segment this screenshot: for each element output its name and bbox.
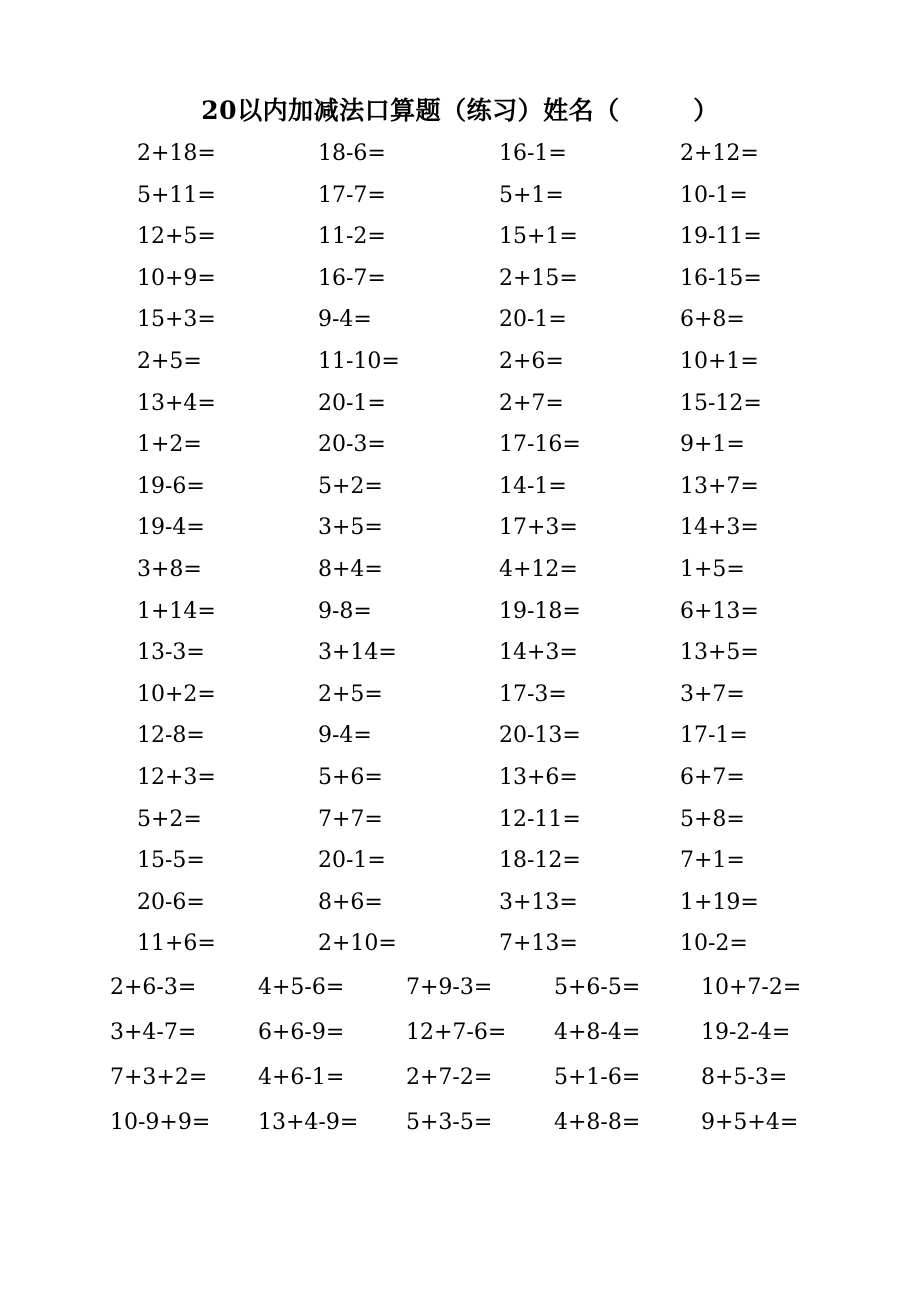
math-problem: 10+2= (137, 681, 216, 707)
math-problem: 15-5= (137, 848, 205, 874)
math-problem: 1+19= (680, 889, 759, 915)
math-problem: 4+8-4= (554, 1020, 641, 1045)
math-problem: 18-12= (499, 848, 581, 874)
math-problem: 7+9-3= (406, 975, 493, 1000)
math-problem: 4+8-8= (554, 1110, 641, 1135)
math-problem: 13-3= (137, 640, 205, 666)
math-problem: 18-6= (318, 141, 386, 166)
math-problem: 17-3= (499, 681, 567, 707)
math-problem: 8+5-3= (701, 1065, 788, 1090)
math-problem: 16-7= (318, 265, 386, 291)
math-problem: 20-1= (318, 390, 386, 416)
math-problem: 11-2= (318, 224, 386, 250)
math-problem: 13+4= (137, 390, 216, 416)
math-problem: 3+8= (137, 556, 202, 582)
math-problem: 6+13= (680, 598, 759, 624)
math-problem: 13+7= (680, 473, 759, 499)
math-problem: 9-4= (318, 307, 372, 333)
math-problem: 12-8= (137, 723, 205, 749)
math-problem: 19-2-4= (701, 1020, 791, 1045)
math-problem: 12+5= (137, 224, 216, 250)
math-problem: 8+4= (318, 556, 383, 582)
math-problem: 3+7= (680, 681, 745, 707)
math-problem: 1+2= (137, 432, 202, 458)
math-problem: 9-4= (318, 723, 372, 749)
math-problem: 15+3= (137, 307, 216, 333)
math-problem: 14+3= (499, 640, 578, 666)
math-problem: 13+5= (680, 640, 759, 666)
math-problem: 5+1-6= (554, 1065, 641, 1090)
math-problem: 2+5= (318, 681, 383, 707)
math-problem: 2+10= (318, 931, 397, 957)
math-problem: 9+5+4= (701, 1110, 799, 1135)
math-problem: 2+6= (499, 348, 564, 374)
math-problem: 16-1= (499, 141, 567, 166)
math-problem: 13+6= (499, 764, 578, 790)
math-problem: 10+7-2= (701, 975, 802, 1000)
math-problem: 5+1= (499, 182, 564, 208)
math-problem: 2+18= (137, 141, 216, 166)
math-problem: 7+3+2= (110, 1065, 208, 1090)
math-problem: 20-13= (499, 723, 581, 749)
math-problem: 10-9+9= (110, 1110, 211, 1135)
math-problem: 5+6-5= (554, 975, 641, 1000)
math-problem: 5+11= (137, 182, 216, 208)
math-problem: 20-3= (318, 432, 386, 458)
math-problem: 19-18= (499, 598, 581, 624)
math-problem: 3+13= (499, 889, 578, 915)
math-problem: 1+5= (680, 556, 745, 582)
math-problem: 2+6-3= (110, 975, 197, 1000)
math-problem: 2+5= (137, 348, 202, 374)
math-problem: 8+6= (318, 889, 383, 915)
math-problem: 20-6= (137, 889, 205, 915)
math-problem: 12+7-6= (406, 1020, 507, 1045)
math-problem: 17-7= (318, 182, 386, 208)
math-problem: 14+3= (680, 515, 759, 541)
math-problem: 5+6= (318, 764, 383, 790)
math-problem: 5+2= (137, 806, 202, 832)
math-problem: 7+13= (499, 931, 578, 957)
math-problem: 2+12= (680, 141, 759, 166)
math-problem: 4+5-6= (258, 975, 345, 1000)
math-problem: 6+6-9= (258, 1020, 345, 1045)
math-problem: 16-15= (680, 265, 762, 291)
math-problem: 7+7= (318, 806, 383, 832)
math-problem: 20-1= (318, 848, 386, 874)
math-problem: 6+8= (680, 307, 745, 333)
math-problem: 5+3-5= (406, 1110, 493, 1135)
math-problem: 15-12= (680, 390, 762, 416)
math-problem: 17-1= (680, 723, 748, 749)
math-problem: 10+9= (137, 265, 216, 291)
math-problem: 3+14= (318, 640, 397, 666)
math-problem: 5+8= (680, 806, 745, 832)
math-problem: 19-11= (680, 224, 762, 250)
math-problem: 2+15= (499, 265, 578, 291)
math-problem: 17+3= (499, 515, 578, 541)
math-problem: 2+7= (499, 390, 564, 416)
math-problem: 12+3= (137, 764, 216, 790)
math-problem: 1+14= (137, 598, 216, 624)
math-problem: 4+12= (499, 556, 578, 582)
math-problem: 10-1= (680, 182, 748, 208)
math-problem: 4+6-1= (258, 1065, 345, 1090)
math-problem: 10-2= (680, 931, 748, 957)
math-problem: 5+2= (318, 473, 383, 499)
math-problem: 3+5= (318, 515, 383, 541)
math-problem: 9+1= (680, 432, 745, 458)
math-problem: 14-1= (499, 473, 567, 499)
math-problem: 11+6= (137, 931, 216, 957)
math-problem: 19-4= (137, 515, 205, 541)
math-problem: 6+7= (680, 764, 745, 790)
page-title: 20以内加减法口算题（练习）姓名（ ） (201, 96, 719, 125)
math-problem: 12-11= (499, 806, 581, 832)
math-problem: 11-10= (318, 348, 400, 374)
math-problem: 20-1= (499, 307, 567, 333)
math-problem: 2+7-2= (406, 1065, 493, 1090)
math-problem: 15+1= (499, 224, 578, 250)
math-problem: 13+4-9= (258, 1110, 359, 1135)
math-problem: 10+1= (680, 348, 759, 374)
three-term-problem-grid (110, 965, 848, 1145)
math-problem: 17-16= (499, 432, 581, 458)
math-problem: 19-6= (137, 473, 205, 499)
two-term-problem-grid (137, 133, 861, 965)
math-problem: 3+4-7= (110, 1020, 197, 1045)
math-problem: 7+1= (680, 848, 745, 874)
math-problem: 9-8= (318, 598, 372, 624)
